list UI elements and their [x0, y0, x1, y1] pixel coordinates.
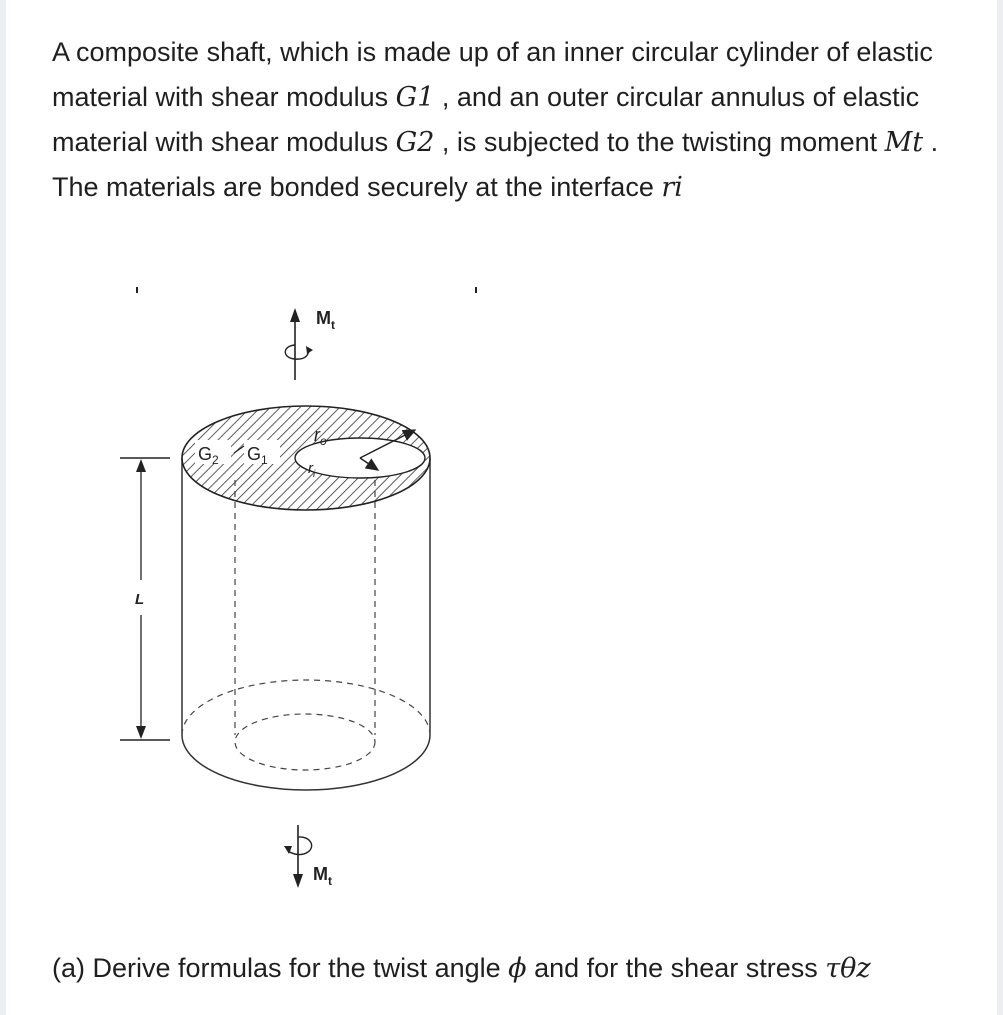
shear-modulus-g1: G1 — [395, 82, 435, 113]
left-border — [0, 0, 6, 1015]
question-part-a — [52, 946, 982, 991]
question-middle: and for the shear stress — [526, 953, 826, 983]
question-prefix: (a) Derive formulas for the twist angle — [52, 953, 509, 983]
g2-label: $G_2$ — [198, 444, 219, 467]
composite-shaft-diagram — [110, 280, 500, 900]
inner-radius-label: $r_i$ — [308, 460, 316, 480]
shear-modulus-g2: G2 — [395, 127, 435, 158]
length-label: L — [135, 591, 145, 608]
outer-radius-label: $r_o$ — [314, 425, 327, 448]
twist-angle-symbol: ϕ — [508, 953, 527, 984]
bottom-moment-label: $M_t$ — [313, 864, 332, 888]
problem-text-3: , is subjected to the twisting moment — [434, 127, 885, 157]
problem-text-4: . The materials are bonded securely at the interface — [52, 127, 939, 202]
problem-paragraph — [52, 30, 952, 210]
right-border — [997, 0, 1003, 1015]
problem-text-2: , and an outer circular annulus of elastic material with shear modulus — [52, 82, 920, 157]
twisting-moment-mt: Mt — [884, 127, 924, 158]
length-dimension — [120, 458, 170, 740]
top-moment-label: $M_t$ — [316, 308, 335, 332]
interface-radius-ri: ri — [661, 172, 683, 203]
g1-label: $G_1$ — [247, 444, 268, 467]
problem-statement — [52, 30, 952, 210]
bottom-inner-hidden-edge — [235, 714, 375, 770]
shear-stress-symbol: τθz — [825, 953, 871, 984]
problem-text-1: A composite shaft, which is made up of an inner circular cylinder of elastic material with shear modulus — [52, 37, 933, 112]
question-paragraph — [52, 946, 982, 991]
top-moment-arrow — [285, 308, 313, 380]
bottom-outer-edge — [182, 735, 430, 790]
bottom-outer-hidden-edge — [182, 680, 430, 735]
bottom-moment-arrow — [284, 825, 312, 888]
composite-shaft-figure — [110, 280, 500, 900]
